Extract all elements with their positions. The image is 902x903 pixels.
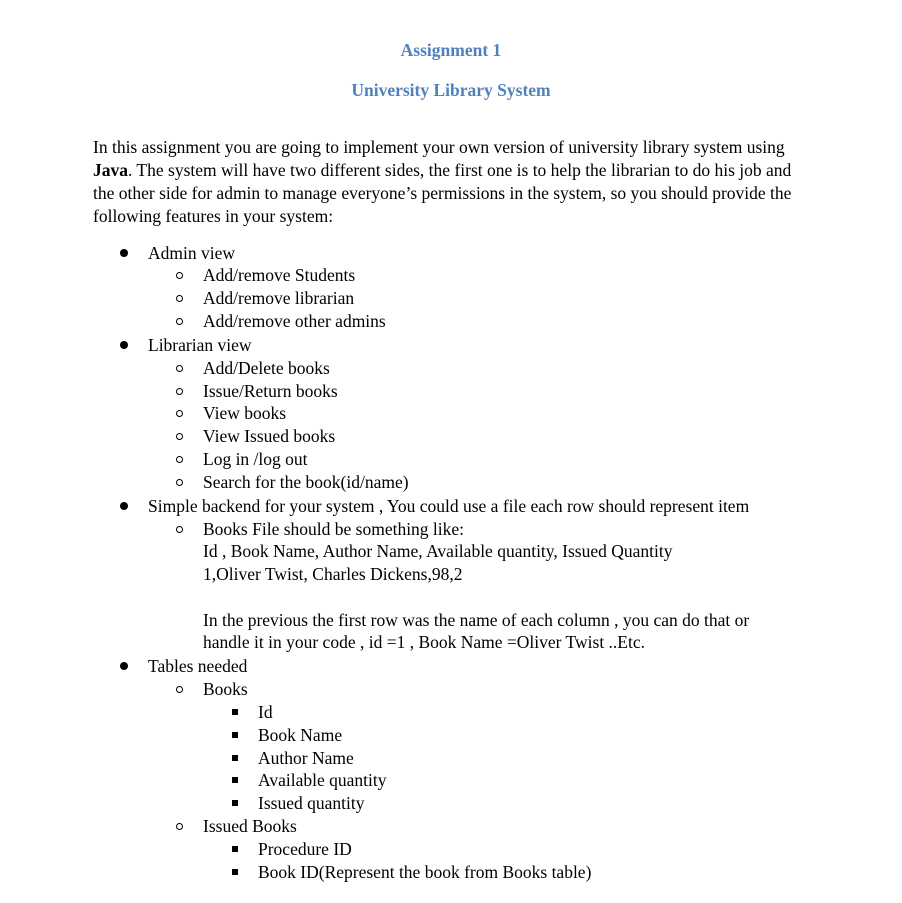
circle-bullet-icon	[176, 365, 183, 372]
square-bullet-icon	[232, 709, 238, 715]
circle-bullet-icon	[176, 456, 183, 463]
table-field: Book ID(Represent the book from Books table)	[258, 862, 592, 882]
circle-bullet-icon	[176, 823, 183, 830]
list-item: View Issued books	[203, 426, 336, 446]
intro-text-start: In this assignment you are going to implement your own version of university library system using	[93, 137, 785, 157]
table-field: Author Name	[258, 748, 354, 768]
document-subtitle: University Library System	[351, 80, 551, 100]
circle-bullet-icon	[176, 295, 183, 302]
table-field: Procedure ID	[258, 839, 352, 859]
section-librarian-view: Librarian view	[148, 335, 252, 355]
list-item: Books File should be something like:	[203, 519, 465, 539]
list-item: Add/remove other admins	[203, 311, 386, 331]
note-line: In the previous the first row was the name of each column , you can do that or	[203, 610, 750, 630]
list-item: Add/remove Students	[203, 265, 356, 285]
section-admin-view: Admin view	[148, 243, 236, 263]
section-tables-needed: Tables needed	[148, 656, 248, 676]
circle-bullet-icon	[176, 388, 183, 395]
list-item: Books	[203, 679, 248, 699]
list-item: Issued Books	[203, 816, 297, 836]
table-field: Id	[258, 702, 273, 722]
intro-text-end: . The system will have two different sides, the first one is to help the librarian to do his job and the other side for admin to manage everyone’s permissions in the system, so you should provide the following features in your system:	[93, 160, 792, 226]
circle-bullet-icon	[176, 686, 183, 693]
table-field: Book Name	[258, 725, 343, 745]
bullet-icon	[120, 502, 128, 510]
square-bullet-icon	[232, 732, 238, 738]
circle-bullet-icon	[176, 433, 183, 440]
example-data-row: 1,Oliver Twist, Charles Dickens,98,2	[203, 564, 463, 584]
example-header-row: Id , Book Name, Author Name, Available quantity, Issued Quantity	[203, 541, 673, 561]
circle-bullet-icon	[176, 318, 183, 325]
table-field: Available quantity	[258, 770, 387, 790]
list-item: View books	[203, 403, 287, 423]
bullet-icon	[120, 249, 128, 257]
square-bullet-icon	[232, 777, 238, 783]
intro-java-keyword: Java	[93, 160, 128, 180]
list-item: Add/Delete books	[203, 358, 330, 378]
square-bullet-icon	[232, 800, 238, 806]
circle-bullet-icon	[176, 410, 183, 417]
document-title: Assignment 1	[400, 40, 502, 60]
square-bullet-icon	[232, 869, 238, 875]
bullet-icon	[120, 662, 128, 670]
list-item: Add/remove librarian	[203, 288, 355, 308]
circle-bullet-icon	[176, 526, 183, 533]
square-bullet-icon	[232, 846, 238, 852]
list-item: Issue/Return books	[203, 381, 338, 401]
circle-bullet-icon	[176, 479, 183, 486]
section-backend: Simple backend for your system , You could use a file each row should represent item	[148, 496, 750, 516]
circle-bullet-icon	[176, 272, 183, 279]
list-item: Log in /log out	[203, 449, 308, 469]
square-bullet-icon	[232, 755, 238, 761]
note-line: handle it in your code , id =1 , Book Name =Oliver Twist ..Etc.	[203, 632, 646, 652]
list-item: Search for the book(id/name)	[203, 472, 409, 492]
table-field: Issued quantity	[258, 793, 365, 813]
bullet-icon	[120, 341, 128, 349]
intro-paragraph	[93, 136, 803, 228]
